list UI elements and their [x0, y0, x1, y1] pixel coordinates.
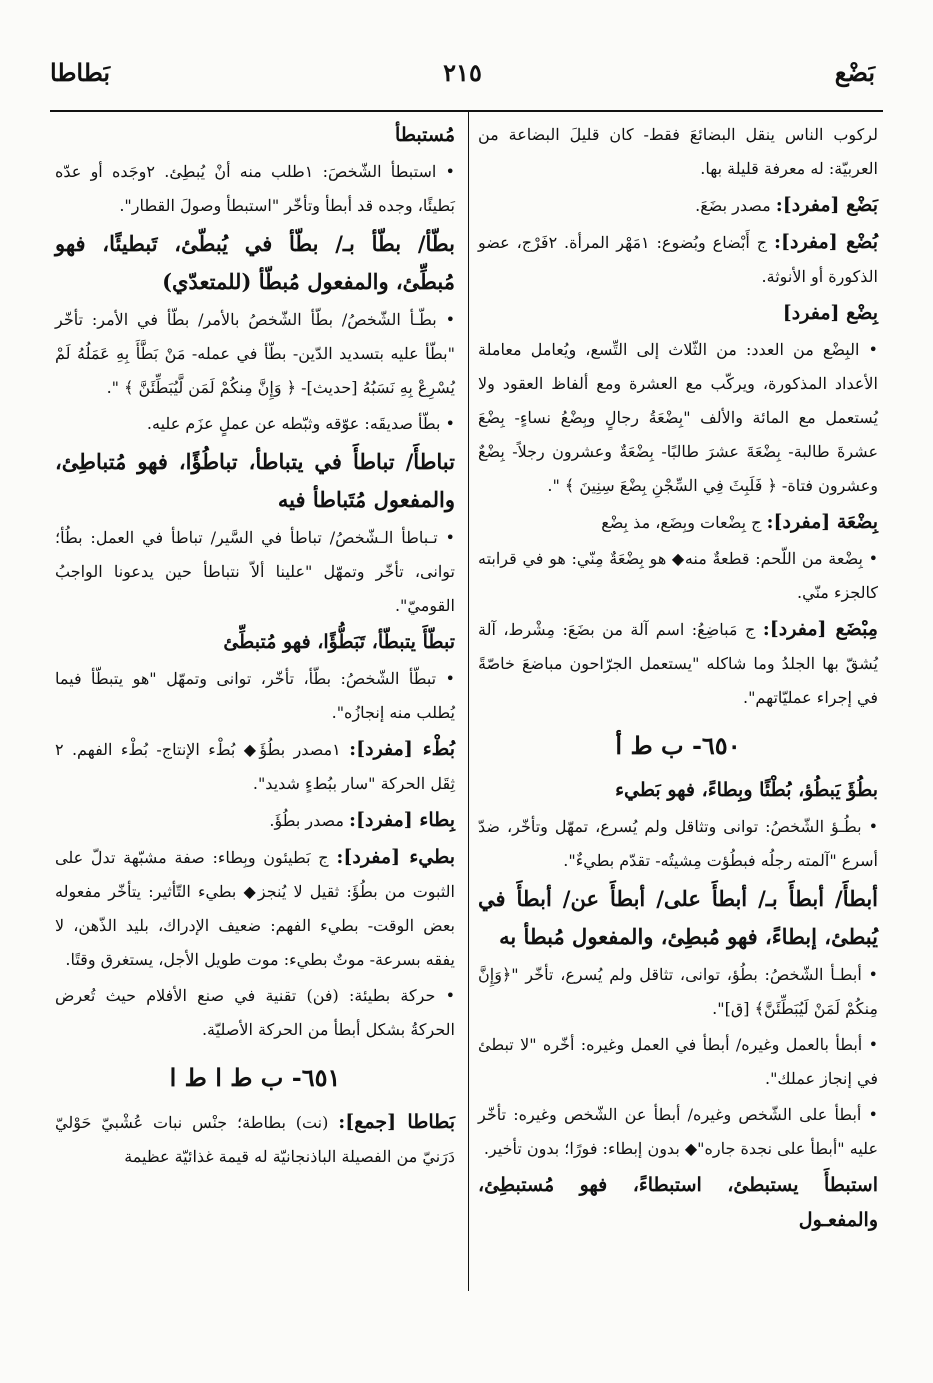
- definition-paragraph: • تبطّأ الشّخصُ: بطّأ، تأخّر، توانى وتمهّل "هو يتبطّأ فيما يُطلب منه إنجازُه".: [55, 669, 455, 722]
- definition-paragraph: • حركة بطيئة: (فن) تقنية في صنع الأفلام حيث تُعرض الحركةُ بشكل أبطأ من الحركة الأصليّة.: [55, 986, 455, 1039]
- entry-headword-line: [478, 880, 878, 956]
- entry-headword-line: [55, 118, 455, 153]
- headword-definition: ج أَبْضاع وبُضوع: ١مَهْر المرأة. ٢فَرْج، عضو الذكورة أو الأنوثة.: [478, 233, 878, 286]
- definition-paragraph: • أبطأ بالعمل وغيره/ أبطأ في العمل وغيره: أخّره "لا تبطئ في إنجاز عملك".: [478, 1035, 878, 1088]
- headword: بِضْع [مفرد]: [782, 302, 878, 324]
- headword-definition: ج بِضْعات وبِضَع، مذ بِضْع: [601, 513, 767, 532]
- entry-headword-line: [478, 296, 878, 331]
- left-column: [55, 118, 455, 1176]
- entry-headword-line: [55, 732, 455, 801]
- root-heading: ٦٥٠- ب ط أ: [615, 731, 741, 760]
- headword: بُضْع [مفرد]:: [773, 231, 879, 253]
- header-rule: [50, 110, 883, 112]
- entry-headword-line: [478, 225, 878, 294]
- headword: تباطأَ/ تباطأَ في يتباطأ، تباطُؤًا، فهو مُتباطِئ، والمفعول مُتَباطأ فيه: [55, 449, 455, 512]
- page-number: ٢١٥: [443, 58, 482, 87]
- guide-word-start: بَضْع: [834, 58, 875, 87]
- entry-headword-line: [478, 188, 878, 223]
- entry-headword-line: [55, 1105, 455, 1174]
- definition-paragraph: • أبطـأ الشّخصُ: بطُؤ، توانى، تثاقل ولم يُسرع، تأخّر "﴿وَإِنَّ مِنكُمْ لَمَنْ لَيُبَطِّئَنَّ﴾ [ق]".: [478, 965, 878, 1018]
- headword: مُستبطأ: [395, 124, 455, 146]
- headword: بُطْء [مفرد]:: [349, 738, 455, 760]
- headword-definition: (نت) بطاطة؛ جنْس نبات عُشْبيّ حَوْليّ دَرَنيّ من الفصيلة الباذنجانيّة له قيمة غذائيّة عظيمة: [55, 1113, 455, 1166]
- headword-definition: مصدر بطُؤَ.: [269, 811, 350, 830]
- headword: أبطأَ/ أبطأَ بـ/ أبطأَ على/ أبطأَ عن/ أبطأَ في يُبطئ، إبطاءً، فهو مُبطِئ، والمفعول مُبطأ به: [478, 886, 878, 949]
- headword: بِطاء [مفرد]:: [349, 809, 455, 831]
- entry-headword-line: [55, 625, 455, 660]
- entry-headword-line: [478, 505, 878, 540]
- headword-definition: مصدر بضَعَ.: [695, 196, 776, 215]
- column-divider: [468, 112, 469, 1291]
- headword: استبطأَ يستبطئ، استبطاءً، فهو مُستبطِئ، والمفعـول: [478, 1174, 878, 1231]
- entry-headword-line: [55, 225, 455, 301]
- entry-headword-line: [478, 1168, 878, 1238]
- entry-headword-line: [478, 612, 878, 715]
- definition-paragraph: • البِضْع من العدد: من الثّلاث إلى التِّسع، ويُعامل معاملة الأعداد المذكورة، ويركّب مع العشرة ومع ألفاظ العقود ولا يُستعمل مع المائة والألف "بِضْعَةُ رجالٍ وبِضْعُ نساءٍ- بِضْعَ عشرةَ طالبة- بِضْعَةَ عشرَ طالبًا- بِضْعَةٌ وعشرون رجلاً- بِضْعٌ وعشرون فتاة- ﴿ فَلَبِثَ فِي السِّجْنِ بِضْعَ سِنِينَ ﴾ ".: [478, 340, 878, 495]
- entry-headword-line: [478, 773, 878, 808]
- headword: تبطّأَ يتبطّأ، تَبَطُّؤًا، فهو مُتبطِّئ: [223, 631, 455, 653]
- headword: بِضْعَة [مفرد]:: [766, 511, 878, 533]
- headword: بطّأ/ بطّأ بـ/ بطّأ في يُبطّئ، تَبطيئًا، فهو مُبطِّئ، والمفعول مُبطّأ (للمتعدّي): [55, 231, 455, 294]
- entry-headword-line: [55, 803, 455, 838]
- headword-definition: ١مصدر بطُؤَ◆ بُطْء الإنتاج- بُطْء الفهم. ٢ ثِقَل الحركة "سار ببُطءٍ شديد".: [55, 740, 455, 793]
- page-header: [50, 58, 875, 98]
- headword-definition: ج مَباضِعُ: اسم آلة من بضَعَ: مِشْرط، آلة يُشقّ بها الجلدُ وما شاكله "يستعمل الجرّاحون مباضعَ خاصّةً في إجراء عمليّاتهم".: [478, 620, 878, 707]
- headword: بطيء [مفرد]:: [336, 846, 455, 868]
- headword-definition: ج بَطيئون وبِطاء: صفة مشبّهة تدلّ على الثبوت من بطُؤَ: ثقيل لا يُنجز◆ بطيء التّأثير: يتأخّر مفعوله بعض الوقت- بطيء الفهم: ضعيف الإدراك، بليد الذّهن، لا يفقه بسرعة- موتٌ بطيء: موت طويل الأجل، يستغرق وقتًا.: [55, 848, 455, 969]
- definition-paragraph: • استبطأ الشّخصَ: ١طلب منه أنْ يُبطِئ. ٢وجَده أو عدّه بَطيئًا، وجده قد أبطأ وتأخّر "استبطأ وصولَ القطار".: [55, 162, 455, 215]
- definition-paragraph: • تـباطأ الـشّخصُ/ تباطأ في السَّير/ تباطأ في العمل: بطُأ؛ توانى، تأخّر وتمهّل "علينا ألاّ نتباطأ حين يدعونا الواجبُ القوميّ".: [55, 528, 455, 615]
- guide-word-end: بَطاطا: [50, 58, 111, 87]
- definition-paragraph: • بِضْعة من اللّحم: قطعةٌ منه◆ هو بِضْعَةٌ مِنّي: هو في قرابته كالجزء منّي.: [478, 549, 878, 602]
- definition-paragraph: • أبطأ على الشّخص وغيره/ أبطأ عن الشّخص وغيره: تأخّر عليه "أبطأ على نجدة جاره"◆ بدون إبطاء: فورًا؛ بدون تأخير.: [478, 1105, 878, 1158]
- headword: مِبْضَع [مفرد]:: [762, 618, 878, 640]
- definition-paragraph: لركوب الناس ينقل البضائعَ فقط- كان قليلَ البضاعة من العربيّة: له معرفة قليلة بها.: [478, 125, 878, 178]
- right-column: [478, 118, 878, 1240]
- entry-headword-line: [55, 840, 455, 977]
- definition-paragraph: • بطّـأ الشّخصُ/ بطّأ الشّخصُ بالأمر/ بطّأ في الأمر: تأخّر "بطّأ عليه بتسديد الدّين- بطّأ في عمله- مَنْ بَطَّأَ بِهِ عَمَلُهُ لَمْ يُسْرِعْ بِهِ نَسَبُهُ [حديث]- ﴿ وَإِنَّ مِنكُمْ لَمَن لَّيُبَطِّئَنَّ ﴾ ".: [55, 310, 455, 397]
- headword: بطُؤَ يَبطُؤ، بُطْئًا وبِطاءً، فهو بَطيء: [615, 779, 878, 801]
- headword: بَضْع [مفرد]:: [775, 194, 878, 216]
- entry-headword-line: [55, 443, 455, 519]
- headword: بَطاطا [جمع]:: [338, 1111, 455, 1133]
- definition-paragraph: • بطُـؤ الشّخصُ: توانى وتثاقل ولم يُسرع، تمهّل وتأخّر، ضدّ أسرع "آلمته رجلُه فبطُؤت مِشيتُه- تقدّم بطيءٌ".: [478, 817, 878, 870]
- root-heading: ٦٥١- ب ط ا ط ا: [169, 1063, 341, 1092]
- definition-paragraph: • بطّأ صديقَه: عوّقه وثبّطه عن عملٍ عزَم عليه.: [146, 414, 455, 433]
